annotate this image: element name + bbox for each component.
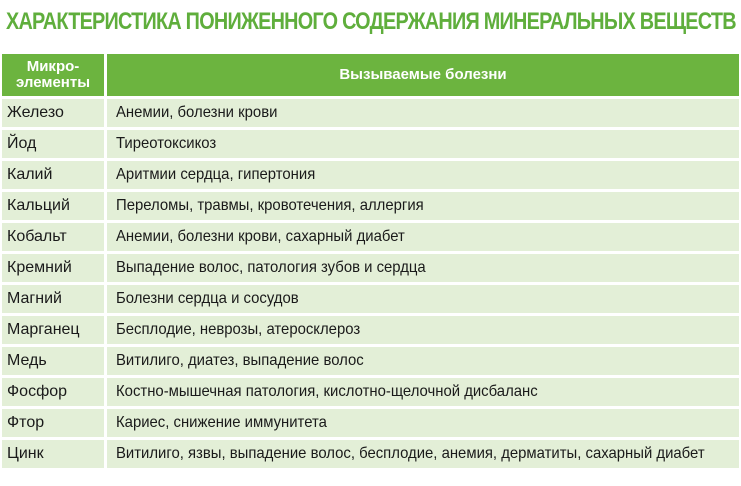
diseases-cell <box>107 99 739 127</box>
diseases-text: Болезни сердца и сосудов <box>116 290 299 307</box>
diseases-text: Бесплодие, неврозы, атеросклероз <box>116 321 361 338</box>
column-header-elements-line1: Микро- <box>26 58 80 75</box>
diseases-text: Тиреотоксикоз <box>116 135 217 152</box>
table-row <box>2 347 739 375</box>
element-cell: Магний <box>2 285 107 313</box>
element-cell: Железо <box>2 99 107 127</box>
element-cell: Кальций <box>2 192 107 220</box>
table-row <box>2 99 739 127</box>
element-cell: Йод <box>2 130 107 158</box>
diseases-cell <box>107 192 739 220</box>
column-header-elements-line2: элементы <box>15 74 91 91</box>
mineral-deficiency-table <box>2 51 739 471</box>
diseases-text: Анемии, болезни крови, сахарный диабет <box>116 228 405 245</box>
diseases-cell <box>107 409 739 437</box>
table-row <box>2 223 739 251</box>
element-cell: Кобальт <box>2 223 107 251</box>
element-cell: Фосфор <box>2 378 107 406</box>
column-header-diseases: Вызываемые болезни <box>107 54 739 96</box>
table-row <box>2 192 739 220</box>
element-cell: Калий <box>2 161 107 189</box>
diseases-cell <box>107 254 739 282</box>
diseases-cell <box>107 347 739 375</box>
column-header-elements <box>2 54 107 96</box>
table-row <box>2 161 739 189</box>
diseases-cell <box>107 378 739 406</box>
element-cell: Медь <box>2 347 107 375</box>
table-header-row <box>2 54 739 96</box>
element-cell: Кремний <box>2 254 107 282</box>
page-title: ХАРАКТЕРИСТИКА ПОНИЖЕННОГО СОДЕРЖАНИЯ МИНЕРАЛЬНЫХ ВЕЩЕСТВ <box>6 8 736 35</box>
diseases-cell <box>107 130 739 158</box>
diseases-text: Витилиго, диатез, выпадение волос <box>116 352 364 369</box>
diseases-text: Выпадение волос, патология зубов и сердца <box>116 259 426 276</box>
table-row <box>2 440 739 468</box>
diseases-text: Аритмии сердца, гипертония <box>116 166 316 183</box>
diseases-cell <box>107 440 739 468</box>
table-row <box>2 378 739 406</box>
table-row <box>2 130 739 158</box>
element-cell: Марганец <box>2 316 107 344</box>
diseases-cell <box>107 285 739 313</box>
element-cell: Фтор <box>2 409 107 437</box>
diseases-cell <box>107 161 739 189</box>
table-row <box>2 254 739 282</box>
diseases-text: Переломы, травмы, кровотечения, аллергия <box>116 197 424 214</box>
diseases-text: Кариес, снижение иммунитета <box>116 414 327 431</box>
table-row <box>2 285 739 313</box>
table-row <box>2 316 739 344</box>
diseases-cell <box>107 223 739 251</box>
element-cell: Цинк <box>2 440 107 468</box>
diseases-cell <box>107 316 739 344</box>
table-row <box>2 409 739 437</box>
diseases-text: Витилиго, язвы, выпадение волос, бесплодие, анемия, дерматиты, сахарный диабет <box>116 445 705 462</box>
diseases-text: Анемии, болезни крови <box>116 104 278 121</box>
diseases-text: Костно-мышечная патология, кислотно-щелочной дисбаланс <box>116 383 538 400</box>
